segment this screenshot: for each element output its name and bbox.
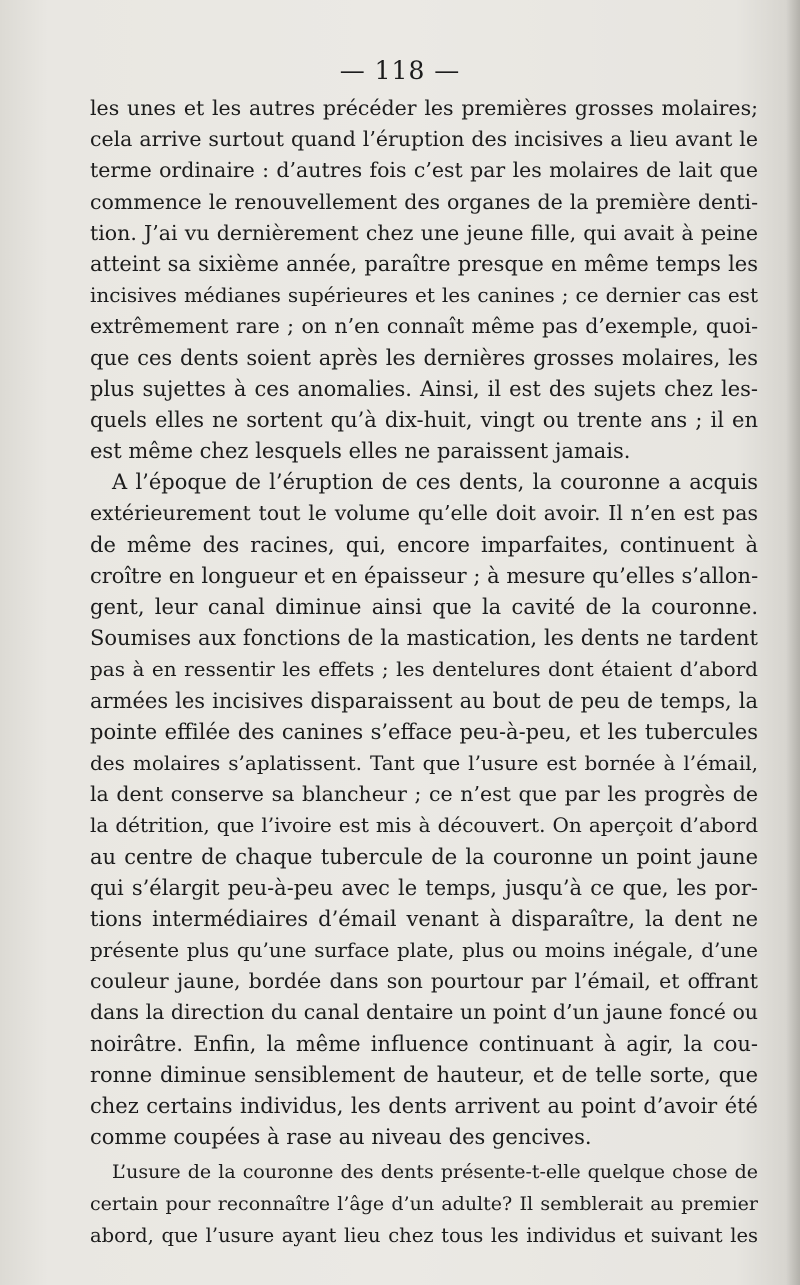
text-line: pas à en ressentir les effets ; les dentelures dont étaient d’abord bbox=[90, 657, 758, 682]
page-number: — 118 — bbox=[339, 56, 461, 85]
paragraph-1 bbox=[90, 93, 758, 467]
text-line: chez certains individus, les dents arrivent au point d’avoir été bbox=[90, 1094, 758, 1118]
paragraph-3 bbox=[90, 1157, 758, 1251]
text-line: la détrition, que l’ivoire est mis à découvert. On aperçoit d’abord bbox=[90, 813, 758, 838]
text-line: plus sujettes à ces anomalies. Ainsi, il est des sujets chez les- bbox=[90, 376, 758, 401]
text-line: pointe effilée des canines s’efface peu-à-peu, et les tubercules bbox=[90, 719, 758, 744]
text-line: les unes et les autres précéder les premières grosses molaires; bbox=[90, 96, 758, 120]
text-line: couleur jaune, bordée dans son pourtour par l’émail, et offrant bbox=[90, 969, 758, 994]
text-line: comme coupées à rase au niveau des gencives. bbox=[90, 1125, 592, 1150]
body-text bbox=[90, 93, 758, 1251]
text-line: atteint sa sixième année, paraître presque en même temps les bbox=[90, 251, 758, 276]
text-line: qui s’élargit peu-à-peu avec le temps, jusqu’à ce que, les por- bbox=[90, 875, 758, 900]
text-line: au centre de chaque tubercule de la couronne un point jaune bbox=[90, 844, 758, 869]
text-line: Soumises aux fonctions de la mastication, les dents ne tardent bbox=[90, 626, 758, 651]
text-line: des molaires s’aplatissent. Tant que l’usure est bornée à l’émail, bbox=[90, 750, 758, 775]
text-line: terme ordinaire : d’autres fois c’est par les molaires de lait que bbox=[90, 158, 758, 183]
text-line: abord, que l’usure ayant lieu chez tous les individus et suivant les bbox=[90, 1223, 758, 1247]
text-line: commence le renouvellement des organes de la première denti- bbox=[90, 189, 758, 214]
text-line: est même chez lesquels elles ne paraissent jamais. bbox=[90, 439, 631, 464]
text-line: incisives médianes supérieures et les canines ; ce dernier cas est bbox=[90, 283, 758, 308]
text-line: gent, leur canal diminue ainsi que la cavité de la couronne. bbox=[90, 595, 758, 619]
text-line: dans la direction du canal dentaire un point d’un jaune foncé ou bbox=[90, 1000, 758, 1025]
text-line: tion. J’ai vu dernièrement chez une jeune fille, qui avait à peine bbox=[90, 220, 758, 245]
text-line: noirâtre. Enfin, la même influence continuant à agir, la cou- bbox=[90, 1031, 758, 1056]
page-edge-shadow bbox=[786, 0, 800, 1285]
text-line: A l’époque de l’éruption de ces dents, la couronne a acquis bbox=[112, 470, 758, 495]
text-line: la dent conserve sa blancheur ; ce n’est que par les progrès de bbox=[90, 782, 758, 807]
text-line: croître en longueur et en épaisseur ; à mesure qu’elles s’allon- bbox=[90, 563, 759, 588]
text-line: ronne diminue sensiblement de hauteur, et de telle sorte, que bbox=[90, 1062, 758, 1087]
text-line: quels elles ne sortent qu’à dix-huit, vingt ou trente ans ; il en bbox=[90, 407, 758, 432]
text-line: armées les incisives disparaissent au bout de peu de temps, la bbox=[90, 688, 758, 713]
text-line: extrêmement rare ; on n’en connaît même pas d’exemple, quoi- bbox=[90, 314, 758, 339]
text-line: L’usure de la couronne des dents présente-t-elle quelque chose de bbox=[112, 1161, 758, 1184]
text-line: de même des racines, qui, encore imparfaites, continuent à bbox=[90, 532, 758, 557]
text-line: que ces dents soient après les dernières grosses molaires, les bbox=[90, 345, 758, 370]
text-line: extérieurement tout le volume qu’elle doit avoir. Il n’en est pas bbox=[90, 501, 758, 526]
text-line: tions intermédiaires d’émail venant à disparaître, la dent ne bbox=[90, 906, 758, 931]
text-line: cela arrive surtout quand l’éruption des incisives a lieu avant le bbox=[90, 127, 758, 152]
text-line: présente plus qu’une surface plate, plus ou moins inégale, d’une bbox=[90, 938, 758, 963]
text-line: certain pour reconnaître l’âge d’un adulte? Il semblerait au premier bbox=[90, 1192, 758, 1215]
paragraph-2 bbox=[90, 467, 758, 1153]
